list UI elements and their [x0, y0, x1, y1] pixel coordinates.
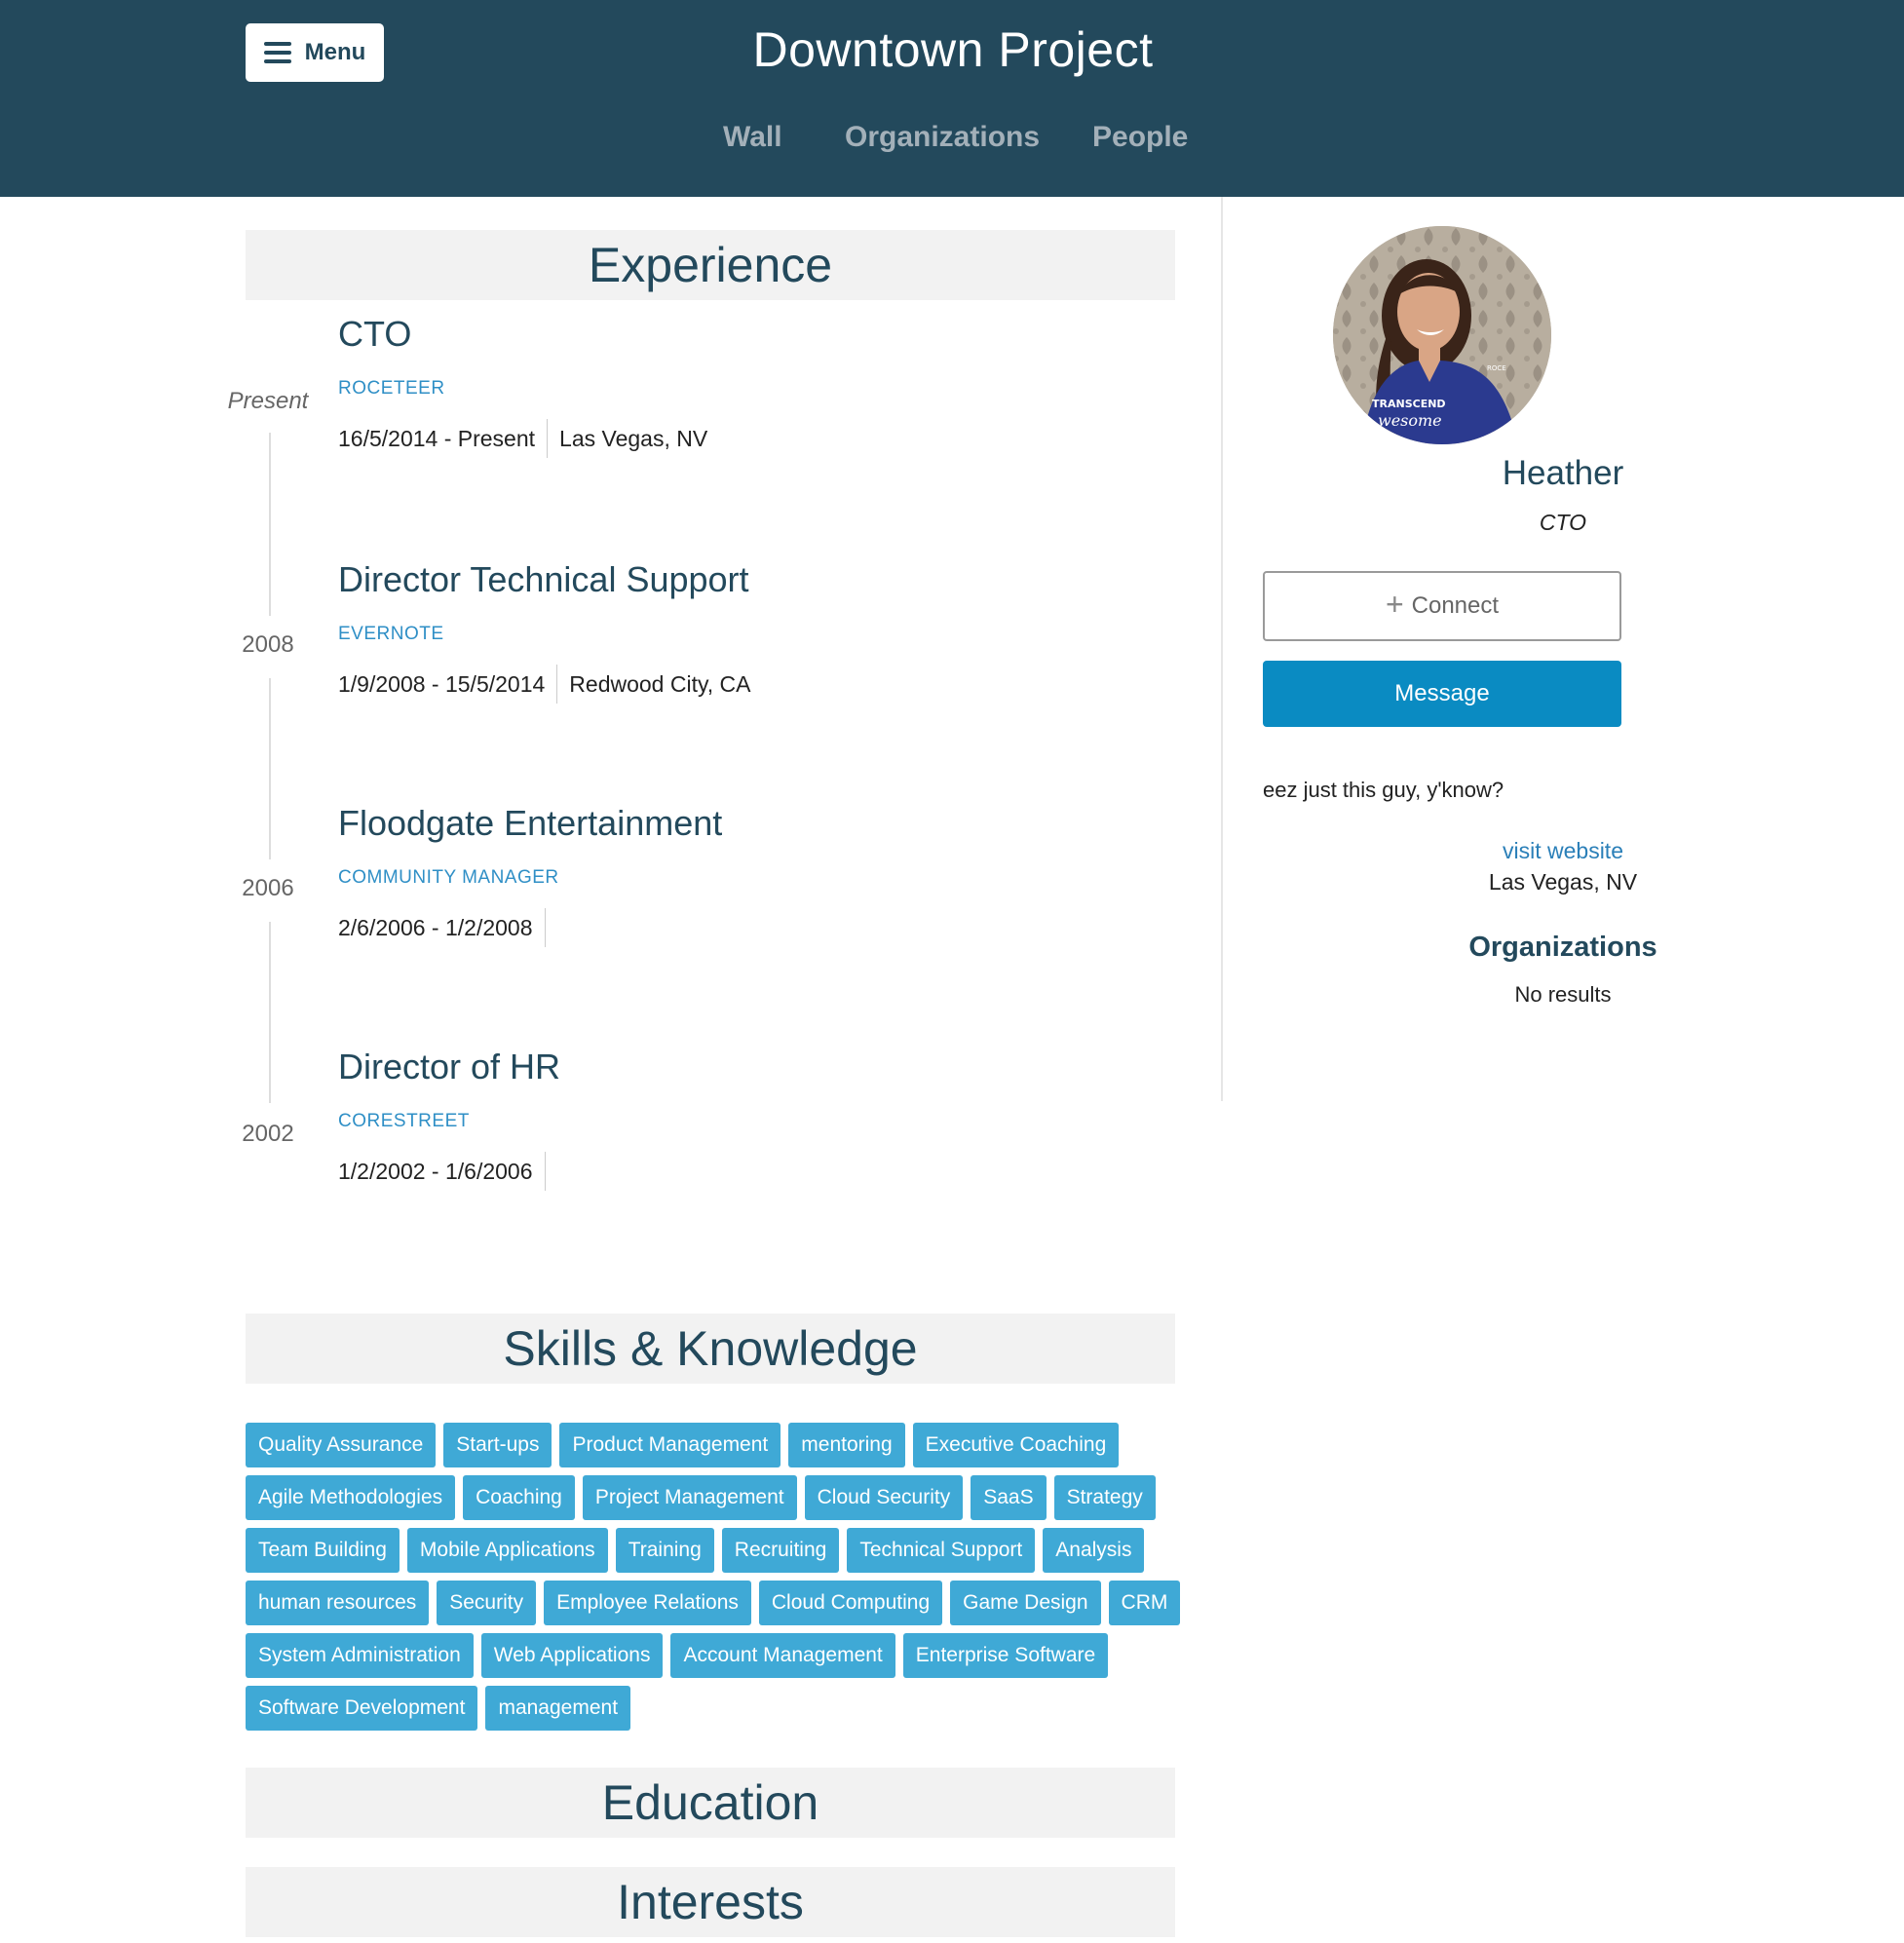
- organizations-heading: Organizations: [1468, 932, 1657, 963]
- skill-tag[interactable]: management: [485, 1686, 630, 1731]
- avatar-shirt-text: TRANSCEND: [1372, 398, 1446, 410]
- job-location: Redwood City, CA: [569, 670, 751, 697]
- job-dates: 1/9/2008 - 15/5/2014: [338, 670, 546, 697]
- skill-tag[interactable]: Training: [616, 1528, 714, 1573]
- skills-tag-row: [246, 1581, 1181, 1625]
- skill-tag[interactable]: Cloud Computing: [759, 1581, 942, 1625]
- job-dates: 16/5/2014 - Present: [338, 425, 536, 451]
- skill-tag[interactable]: Technical Support: [847, 1528, 1035, 1573]
- plus-icon: +: [1385, 587, 1404, 622]
- meta-divider: [545, 908, 546, 947]
- skill-tag[interactable]: Account Management: [670, 1633, 895, 1678]
- skill-tag[interactable]: Executive Coaching: [913, 1423, 1120, 1467]
- meta-divider: [556, 665, 557, 704]
- nav-organizations[interactable]: Organizations: [845, 121, 1041, 153]
- meta-divider: [547, 419, 548, 458]
- skill-tag[interactable]: Product Management: [559, 1423, 781, 1467]
- nav-people[interactable]: People: [1092, 121, 1189, 153]
- skill-tag[interactable]: Project Management: [583, 1475, 797, 1520]
- skill-tag[interactable]: mentoring: [788, 1423, 904, 1467]
- timeline-year: Present: [227, 388, 309, 414]
- skill-tag[interactable]: SaaS: [971, 1475, 1046, 1520]
- meta-divider: [545, 1152, 546, 1191]
- job-meta: [338, 908, 557, 947]
- menu-label: Menu: [304, 39, 366, 65]
- skill-tag[interactable]: Strategy: [1054, 1475, 1156, 1520]
- job-dates: 1/2/2002 - 1/6/2006: [338, 1158, 533, 1184]
- skill-tag[interactable]: Recruiting: [722, 1528, 840, 1573]
- job-dates: 2/6/2006 - 1/2/2008: [338, 914, 533, 940]
- job-organization[interactable]: COMMUNITY MANAGER: [338, 867, 559, 888]
- skills-tag-row: [246, 1686, 1181, 1731]
- skill-tag[interactable]: System Administration: [246, 1633, 474, 1678]
- timeline-year: 2008: [242, 631, 294, 658]
- skill-tag[interactable]: Cloud Security: [805, 1475, 964, 1520]
- skill-tag[interactable]: Game Design: [950, 1581, 1100, 1625]
- skill-tag[interactable]: CRM: [1109, 1581, 1181, 1625]
- job-location: Las Vegas, NV: [559, 425, 708, 451]
- skill-tag[interactable]: Coaching: [463, 1475, 575, 1520]
- job-organization[interactable]: CORESTREET: [338, 1111, 470, 1131]
- skill-tag[interactable]: Quality Assurance: [246, 1423, 436, 1467]
- job-title: Floodgate Entertainment: [338, 803, 723, 843]
- skills-tag-row: [246, 1633, 1181, 1678]
- skill-tag[interactable]: Software Development: [246, 1686, 477, 1731]
- job-meta: [338, 419, 707, 458]
- connect-button[interactable]: [1263, 571, 1621, 641]
- connect-label: Connect: [1411, 592, 1500, 619]
- skill-tag[interactable]: human resources: [246, 1581, 429, 1625]
- skill-tag[interactable]: Analysis: [1043, 1528, 1144, 1573]
- avatar-shirt-script: wesome: [1378, 411, 1442, 430]
- site-title: Downtown Project: [752, 22, 1154, 77]
- skills-tag-row: [246, 1475, 1181, 1520]
- profile-name: Heather: [1502, 454, 1624, 492]
- job-meta: [338, 665, 751, 704]
- job-meta: [338, 1152, 557, 1191]
- timeline-year: 2006: [242, 875, 294, 901]
- skill-tag[interactable]: Security: [437, 1581, 536, 1625]
- skill-tag[interactable]: Enterprise Software: [903, 1633, 1108, 1678]
- skill-tag[interactable]: Team Building: [246, 1528, 400, 1573]
- skills-heading: Skills & Knowledge: [246, 1314, 1175, 1384]
- column-divider: [1221, 197, 1223, 1101]
- skill-tag[interactable]: Agile Methodologies: [246, 1475, 455, 1520]
- skill-tag[interactable]: Start-ups: [443, 1423, 552, 1467]
- education-heading: Education: [246, 1768, 1175, 1838]
- timeline-year: 2002: [242, 1121, 294, 1147]
- job-title: Director of HR: [338, 1047, 561, 1086]
- job-organization[interactable]: EVERNOTE: [338, 624, 444, 644]
- skills-tag-list: [246, 1423, 1181, 1738]
- visit-website-link[interactable]: visit website: [1503, 838, 1623, 863]
- skills-tag-row: [246, 1528, 1181, 1573]
- job-title: Director Technical Support: [338, 559, 749, 599]
- timeline-line: [269, 922, 271, 1103]
- avatar: [1333, 226, 1551, 444]
- profile-bio: eez just this guy, y'know?: [1263, 778, 1504, 802]
- job-title: CTO: [338, 314, 412, 354]
- avatar-shirt-logo: ROCE: [1487, 364, 1506, 372]
- experience-heading: Experience: [246, 230, 1175, 300]
- timeline-line: [269, 678, 271, 859]
- organizations-empty-text: No results: [1514, 982, 1612, 1007]
- profile-location: Las Vegas, NV: [1488, 869, 1638, 895]
- skill-tag[interactable]: Mobile Applications: [407, 1528, 608, 1573]
- avatar-photo: [1333, 226, 1551, 444]
- skills-tag-row: [246, 1423, 1181, 1467]
- top-header: [0, 0, 1904, 197]
- message-button[interactable]: Message: [1263, 661, 1621, 727]
- interests-heading: Interests: [246, 1867, 1175, 1937]
- nav-wall[interactable]: Wall: [723, 121, 782, 153]
- job-organization[interactable]: ROCETEER: [338, 378, 445, 399]
- profile-role: CTO: [1539, 510, 1587, 535]
- timeline-line: [269, 433, 271, 616]
- skill-tag[interactable]: Web Applications: [481, 1633, 664, 1678]
- skill-tag[interactable]: Employee Relations: [544, 1581, 751, 1625]
